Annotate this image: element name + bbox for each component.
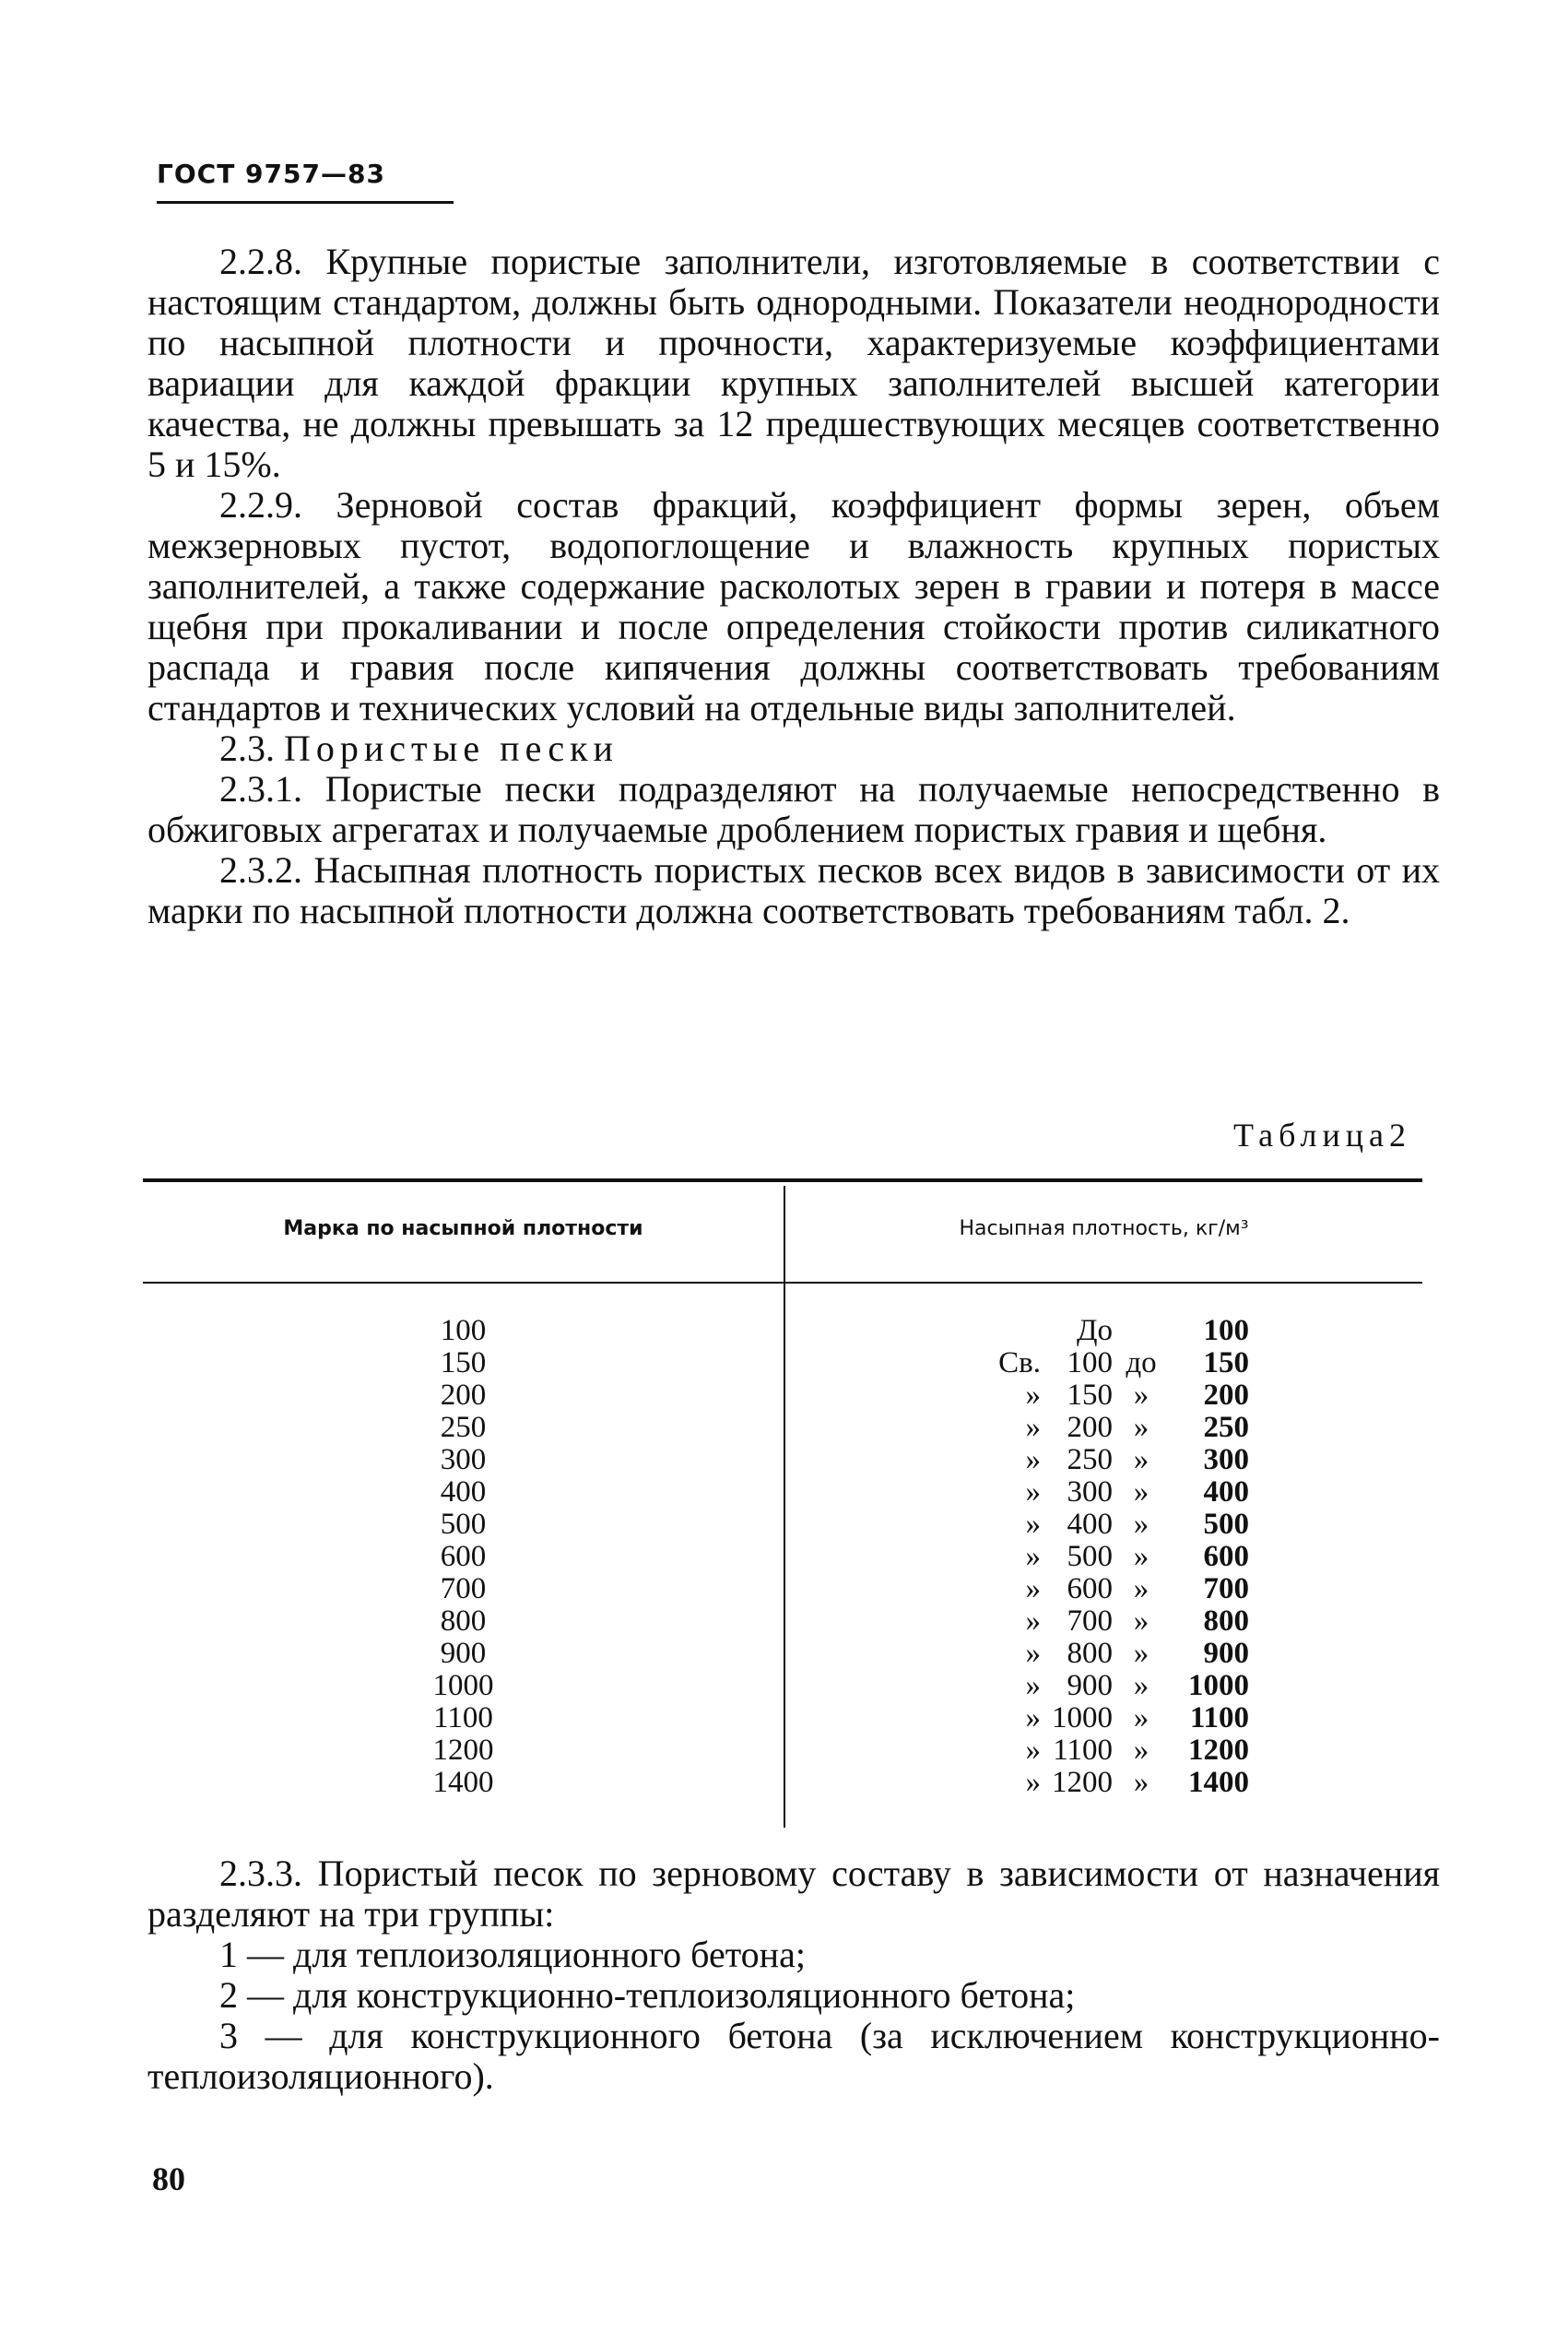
table-column-divider	[784, 1186, 785, 1828]
text-block-top	[147, 242, 1440, 931]
density-from: 400	[1067, 1508, 1113, 1541]
paragraph-2-3-1: 2.3.1. Пористые пески подразделяют на получаемые непосредственно в обжиговых агрегатах и получаемые дроблением пористых гравия и щебня.	[147, 768, 1440, 850]
density-cell	[917, 1573, 1249, 1605]
paragraph-2-3-2: 2.3.2. Насыпная плотность пористых песков всех видов в зависимости от их марки по насыпной плотности должна соответствовать требованиям табл. 2.	[147, 849, 1440, 931]
density-pre: »	[1025, 1443, 1041, 1476]
density-to: 600	[1203, 1540, 1249, 1573]
density-sep: »	[1133, 1604, 1149, 1638]
density-sep: »	[1133, 1379, 1149, 1412]
density-sep: »	[1133, 1734, 1149, 1767]
table-header-rule	[143, 1282, 1422, 1284]
density-to: 400	[1203, 1475, 1249, 1509]
density-cell	[917, 1476, 1249, 1509]
grade-cell: 100	[440, 1314, 487, 1347]
density-pre: »	[1025, 1508, 1041, 1541]
grade-cell: 300	[440, 1443, 487, 1476]
paragraph-2-2-8: 2.2.8. Крупные пористые заполнители, изготовляемые в соответствии с настоящим стандартом, должны быть однородными. Показатели неоднородности по насыпной плотности и прочности, характеризуемые коэффициентами вариации для каждой фракции крупных заполнителей высшей категории качества, не должны превышать за 12 предшествующих месяцев соответственно 5 и 15%.	[147, 241, 1440, 485]
density-to: 1000	[1188, 1669, 1249, 1702]
grade-cell: 150	[440, 1346, 487, 1379]
density-cell	[917, 1444, 1249, 1476]
density-to: 300	[1203, 1443, 1249, 1476]
heading-2-3	[147, 728, 1440, 769]
paragraph-2-2-9: 2.2.9. Зерновой состав фракций, коэффициент формы зерен, объем межзерновых пустот, водопоглощение и влажность крупных пористых заполнителей, а также содержание расколотых зерен в гравии и потеря в массе щебня при прокаливании и после определения стойкости против силикатного распада и гравия после кипячения должны соответствовать требованиям стандартов и технических условий на отдельные виды заполнителей.	[147, 484, 1440, 728]
density-sep: »	[1133, 1637, 1149, 1670]
density-pre: »	[1025, 1766, 1041, 1799]
density-sep: »	[1133, 1443, 1149, 1476]
density-cell	[917, 1347, 1249, 1379]
list-item-3: 3 — для конструкционного бетона (за исключением конструкционно-теплоизоляционного).	[147, 2015, 1440, 2097]
density-sep: »	[1133, 1701, 1149, 1734]
density-cell	[917, 1638, 1249, 1670]
header-rule	[157, 201, 454, 204]
density-from: 300	[1067, 1475, 1113, 1509]
density-pre: »	[1025, 1604, 1041, 1638]
density-from: 800	[1067, 1637, 1113, 1670]
density-pre: »	[1025, 1701, 1041, 1734]
density-to: 1400	[1188, 1766, 1249, 1799]
paragraph-2-3-3: 2.3.3. Пористый песок по зерновому составу в зависимости от назначения разделяют на три группы:	[147, 1853, 1440, 1935]
grade-cell: 700	[440, 1572, 487, 1605]
table-caption: Таблица2	[1233, 1117, 1411, 1154]
grade-cell: 1000	[432, 1669, 494, 1702]
density-to: 800	[1203, 1604, 1249, 1638]
heading-2-3-title: Пористые пески	[284, 728, 619, 769]
density-to: 250	[1203, 1411, 1249, 1444]
density-from: До	[1076, 1314, 1113, 1347]
grade-cell: 500	[440, 1508, 487, 1541]
density-cell	[917, 1412, 1249, 1444]
page-number: 80	[152, 2160, 185, 2197]
grade-column	[143, 1315, 784, 1799]
density-cell	[917, 1541, 1249, 1573]
density-sep: »	[1133, 1540, 1149, 1573]
grade-cell: 900	[440, 1637, 487, 1670]
density-from: 150	[1067, 1379, 1113, 1412]
density-to: 100	[1203, 1314, 1249, 1347]
density-from: 1200	[1052, 1766, 1113, 1799]
density-sep: »	[1133, 1669, 1149, 1702]
density-sep	[1113, 1315, 1170, 1347]
density-pre: »	[1025, 1411, 1041, 1444]
grade-cell: 1100	[433, 1701, 493, 1734]
density-cell	[917, 1702, 1249, 1734]
density-cell	[917, 1670, 1249, 1702]
density-from: 1000	[1052, 1701, 1113, 1734]
table-header-grade: Марка по насыпной плотности	[283, 1217, 643, 1240]
density-to: 1200	[1188, 1734, 1249, 1767]
density-pre: »	[1025, 1475, 1041, 1509]
grade-cell: 800	[440, 1604, 487, 1638]
grade-cell: 250	[440, 1411, 487, 1444]
density-cell	[917, 1605, 1249, 1638]
density-sep: »	[1133, 1475, 1149, 1509]
density-pre: »	[1025, 1540, 1041, 1573]
grade-cell: 400	[440, 1475, 487, 1509]
density-sep: »	[1133, 1508, 1149, 1541]
density-to: 150	[1203, 1346, 1249, 1379]
density-to: 1100	[1189, 1701, 1249, 1734]
density-pre: Св.	[998, 1346, 1041, 1379]
density-sep: »	[1133, 1572, 1149, 1605]
grade-cell: 600	[440, 1540, 487, 1573]
density-pre: »	[1025, 1669, 1041, 1702]
grade-cell: 200	[440, 1379, 487, 1412]
density-sep: »	[1133, 1766, 1149, 1799]
density-from: 100	[1067, 1346, 1113, 1379]
density-from: 600	[1067, 1572, 1113, 1605]
grade-cell: 1400	[432, 1766, 494, 1799]
density-sep: до	[1126, 1346, 1157, 1379]
density-cell	[917, 1315, 1249, 1347]
list-item-1: 1 — для теплоизоляционного бетона;	[219, 1934, 806, 1975]
density-cell	[917, 1379, 1249, 1412]
density-from: 250	[1067, 1443, 1113, 1476]
density-to: 500	[1203, 1508, 1249, 1541]
table-header-density: Насыпная плотность, кг/м³	[959, 1217, 1249, 1240]
density-pre: »	[1025, 1637, 1041, 1670]
density-pre	[974, 1315, 1041, 1347]
density-from: 1100	[1053, 1734, 1113, 1767]
density-pre: »	[1025, 1379, 1041, 1412]
grade-cell: 1200	[432, 1734, 494, 1767]
document-header: ГОСТ 9757—83	[157, 159, 385, 189]
density-pre: »	[1025, 1572, 1041, 1605]
list-item-2: 2 — для конструкционно-теплоизоляционного бетона;	[219, 1974, 1076, 2016]
density-to: 700	[1203, 1572, 1249, 1605]
density-cell	[917, 1734, 1249, 1767]
density-to: 200	[1203, 1379, 1249, 1412]
density-pre: »	[1025, 1734, 1041, 1767]
heading-2-3-number: 2.3.	[219, 728, 275, 769]
density-from: 500	[1067, 1540, 1113, 1573]
text-block-bottom	[147, 1853, 1440, 2097]
density-sep: »	[1133, 1411, 1149, 1444]
density-cell	[917, 1509, 1249, 1541]
density-from: 700	[1067, 1604, 1113, 1638]
density-cell	[917, 1767, 1249, 1799]
table-top-rule	[143, 1178, 1422, 1182]
density-to: 900	[1203, 1637, 1249, 1670]
density-from: 200	[1067, 1411, 1113, 1444]
density-from: 900	[1067, 1669, 1113, 1702]
table-2	[143, 1178, 1422, 1824]
density-column	[917, 1315, 1249, 1799]
